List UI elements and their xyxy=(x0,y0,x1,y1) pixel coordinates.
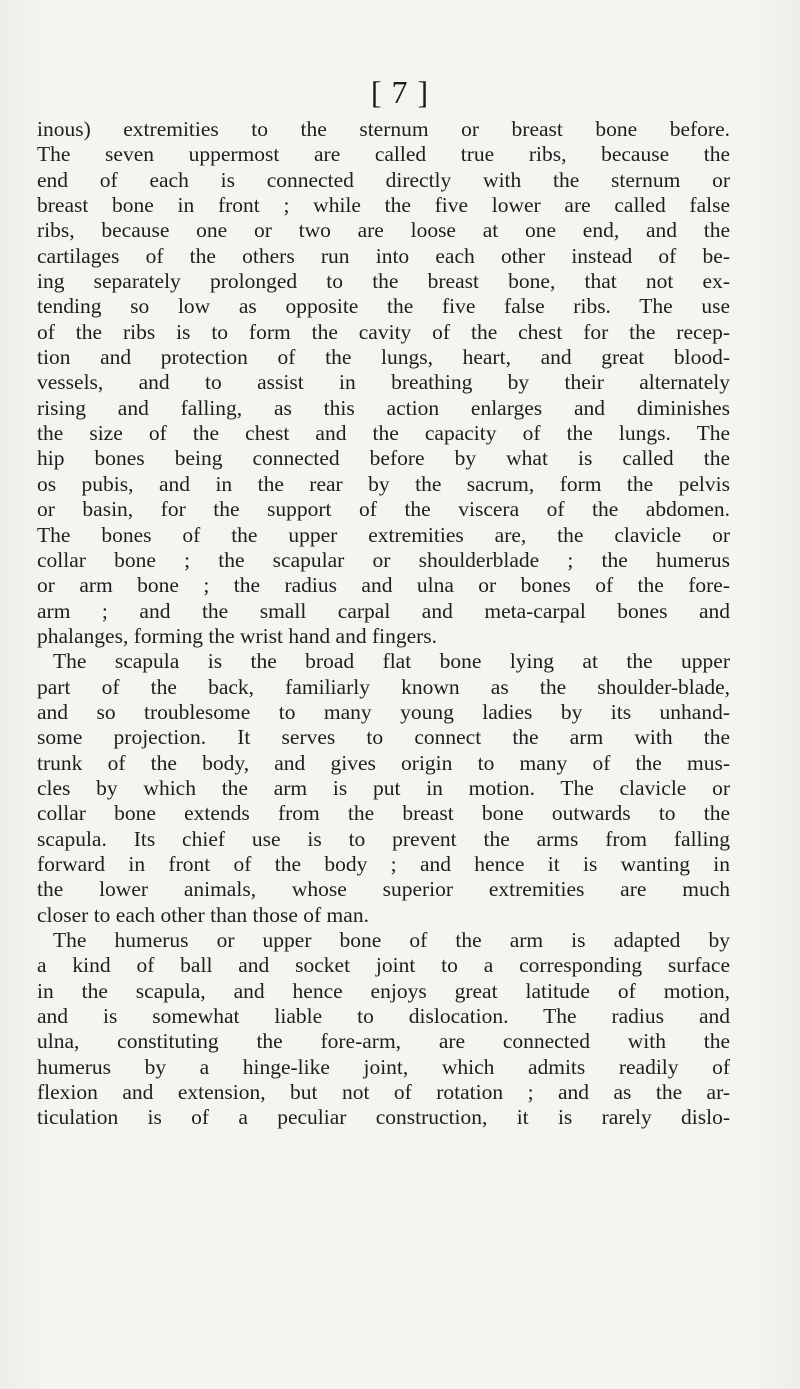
text-line: and so troublesome to many young ladies by its unhand- xyxy=(37,699,730,724)
text-line: collar bone ; the scapular or shoulderblade ; the humerus xyxy=(37,547,730,572)
text-line: in the scapula, and hence enjoys great latitude of motion, xyxy=(37,978,730,1003)
text-line: vessels, and to assist in breathing by their alternately xyxy=(37,370,730,395)
text-line: of the ribs is to form the cavity of the chest for the recep- xyxy=(37,319,730,344)
text-line: or basin, for the support of the viscera of the abdomen. xyxy=(37,497,730,522)
text-line: part of the back, familiarly known as the shoulder-blade, xyxy=(37,674,730,699)
text-line: tion and protection of the lungs, heart, and great blood- xyxy=(37,345,730,370)
text-line: a kind of ball and socket joint to a corresponding surface xyxy=(37,953,730,978)
text-line: The seven uppermost are called true ribs, because the xyxy=(37,142,730,167)
text-line: collar bone extends from the breast bone outwards to the xyxy=(37,801,730,826)
text-line: ulna, constituting the fore-arm, are connected with the xyxy=(37,1029,730,1054)
text-line: flexion and extension, but not of rotation ; and as the ar- xyxy=(37,1080,730,1105)
text-line: arm ; and the small carpal and meta-carpal bones and xyxy=(37,598,730,623)
text-line: the lower animals, whose superior extremities are much xyxy=(37,877,730,902)
text-line: and is somewhat liable to dislocation. The radius and xyxy=(37,1004,730,1029)
text-line: or arm bone ; the radius and ulna or bones of the fore- xyxy=(37,573,730,598)
text-line: ing separately prolonged to the breast bone, that not ex- xyxy=(37,269,730,294)
page-number: [ 7 ] xyxy=(370,74,430,110)
text-line: inous) extremities to the sternum or breast bone before. xyxy=(37,117,730,141)
text-line: The humerus or upper bone of the arm is adapted by xyxy=(53,928,730,952)
text-line: the size of the chest and the capacity of the lungs. The xyxy=(37,421,730,446)
text-line: os pubis, and in the rear by the sacrum, form the pelvis xyxy=(37,471,730,496)
text-line: trunk of the body, and gives origin to many of the mus- xyxy=(37,750,730,775)
text-line: some projection. It serves to connect the arm with the xyxy=(37,725,730,750)
text-line: hip bones being connected before by what is called the xyxy=(37,446,730,471)
text-line: end of each is connected directly with the sternum or xyxy=(37,167,730,192)
text-line: The scapula is the broad flat bone lying at the upper xyxy=(53,649,730,674)
text-line: closer to each other than those of man. xyxy=(37,902,369,927)
text-line: breast bone in front ; while the five lower are called false xyxy=(37,193,730,218)
text-line: The bones of the upper extremities are, the clavicle or xyxy=(37,522,730,547)
text-line: phalanges, forming the wrist hand and fingers. xyxy=(37,623,438,648)
text-line: cartilages of the others run into each other instead of be- xyxy=(37,243,730,268)
text-line: tending so low as opposite the five false ribs. The use xyxy=(37,294,730,319)
text-line: scapula. Its chief use is to prevent the arms from falling xyxy=(37,826,730,851)
text-line: forward in front of the body ; and hence it is wanting in xyxy=(37,851,730,876)
text-line: rising and falling, as this action enlarges and diminishes xyxy=(37,395,730,420)
text-line: ribs, because one or two are loose at one end, and the xyxy=(37,218,730,243)
text-line: ticulation is of a peculiar construction, it is rarely dislo- xyxy=(37,1105,730,1130)
body-text xyxy=(37,117,730,1131)
text-line: humerus by a hinge-like joint, which admits readily of xyxy=(37,1054,730,1079)
text-line: cles by which the arm is put in motion. The clavicle or xyxy=(37,775,730,800)
